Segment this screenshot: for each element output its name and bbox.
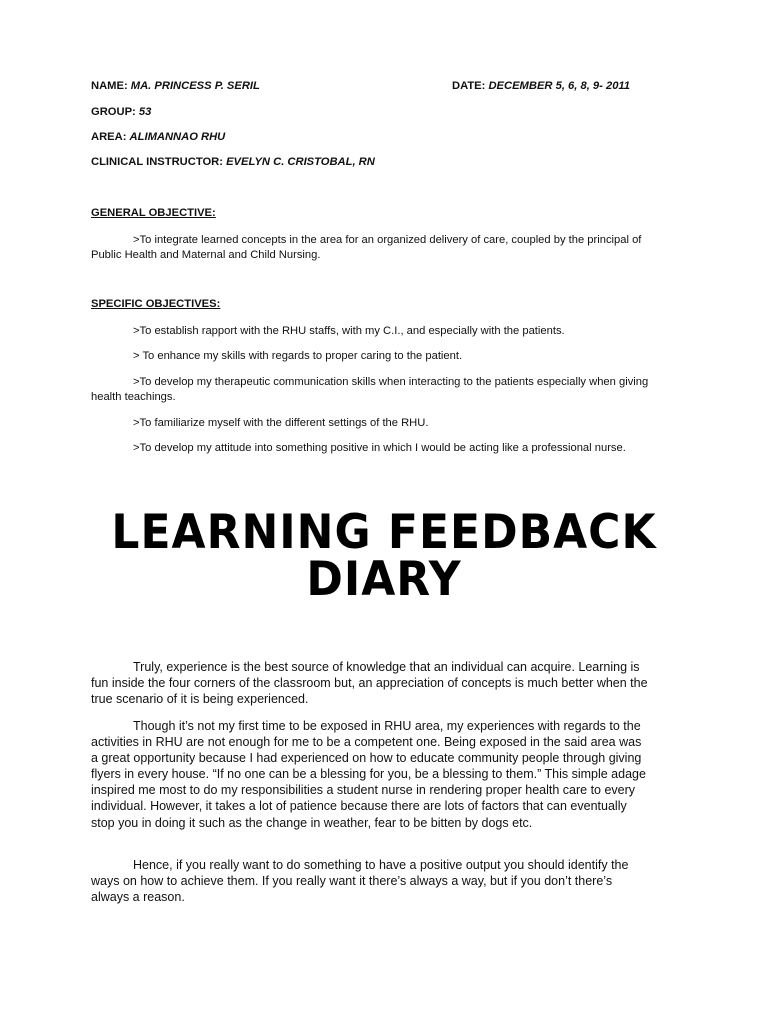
specific-objectives-heading: SPECIFIC OBJECTIVES: (91, 298, 221, 310)
specific-objective-item: >To establish rapport with the RHU staffs, with my C.I., and especially with the patients. (133, 325, 565, 337)
instructor-value: EVELYN C. CRISTOBAL, RN (226, 156, 375, 168)
specific-objective-item: >To develop my attitude into something positive in which I would be acting like a professional nurse. (133, 442, 626, 454)
general-objective-text: >To integrate learned concepts in the area for an organized delivery of care, coupled by the principal of Public Health and Maternal and Child Nursing. (91, 234, 642, 261)
name-line (91, 80, 260, 92)
specific-objective-item: > To enhance my skills with regards to proper caring to the patient. (133, 350, 463, 362)
name-label: NAME: (91, 80, 128, 92)
area-value: ALIMANNAO RHU (129, 131, 226, 143)
body-paragraph: Though it’s not my first time to be exposed in RHU area, my experiences with regards to the activities in RHU are not enough for me to be a competent one. Being exposed in the said area was a great opportunity because I had experienced on how to educate community people through giving flyers in every house. “If no one can be a blessing for you, be a blessing to them.” This simple adage inspired me most to do my responsibilities a student nurse in rendering proper health care to every individual. However, it takes a lot of patience because there are lots of factors that can eventually stop you in doing it such as the change in weather, fear to be bitten by dogs etc. (91, 719, 646, 830)
group-value: 53 (138, 106, 152, 118)
body-paragraph: Truly, experience is the best source of knowledge that an individual can acquire. Learning is fun inside the four corners of the classroom but, an appreciation of concepts is much better when the true scenario of it is being experienced. (91, 660, 648, 707)
area-label: AREA: (91, 131, 127, 143)
date-label: DATE: (452, 80, 486, 92)
date-line (452, 80, 630, 92)
diary-title-line-1: LEARNING FEEDBACK (111, 504, 657, 560)
area-line (91, 131, 225, 143)
group-line (91, 106, 151, 118)
instructor-line (91, 156, 375, 168)
specific-objective-item: >To develop my therapeutic communication skills when interacting to the patients especially when giving health teachings. (91, 376, 649, 403)
group-label: GROUP: (91, 106, 136, 118)
body-paragraph: Hence, if you really want to do something to have a positive output you should identify the ways on how to achieve them. If you really want it there’s always a way, but if you don’t there’s always a reason. (91, 858, 629, 905)
diary-title-line-2: DIARY (306, 551, 462, 607)
general-objective-heading: GENERAL OBJECTIVE: (91, 207, 216, 219)
name-value: MA. PRINCESS P. SERIL (130, 80, 260, 92)
instructor-label: CLINICAL INSTRUCTOR: (91, 156, 223, 168)
specific-objective-item: >To familiarize myself with the different settings of the RHU. (133, 417, 429, 429)
date-value: DECEMBER 5, 6, 8, 9- 2011 (488, 80, 631, 92)
